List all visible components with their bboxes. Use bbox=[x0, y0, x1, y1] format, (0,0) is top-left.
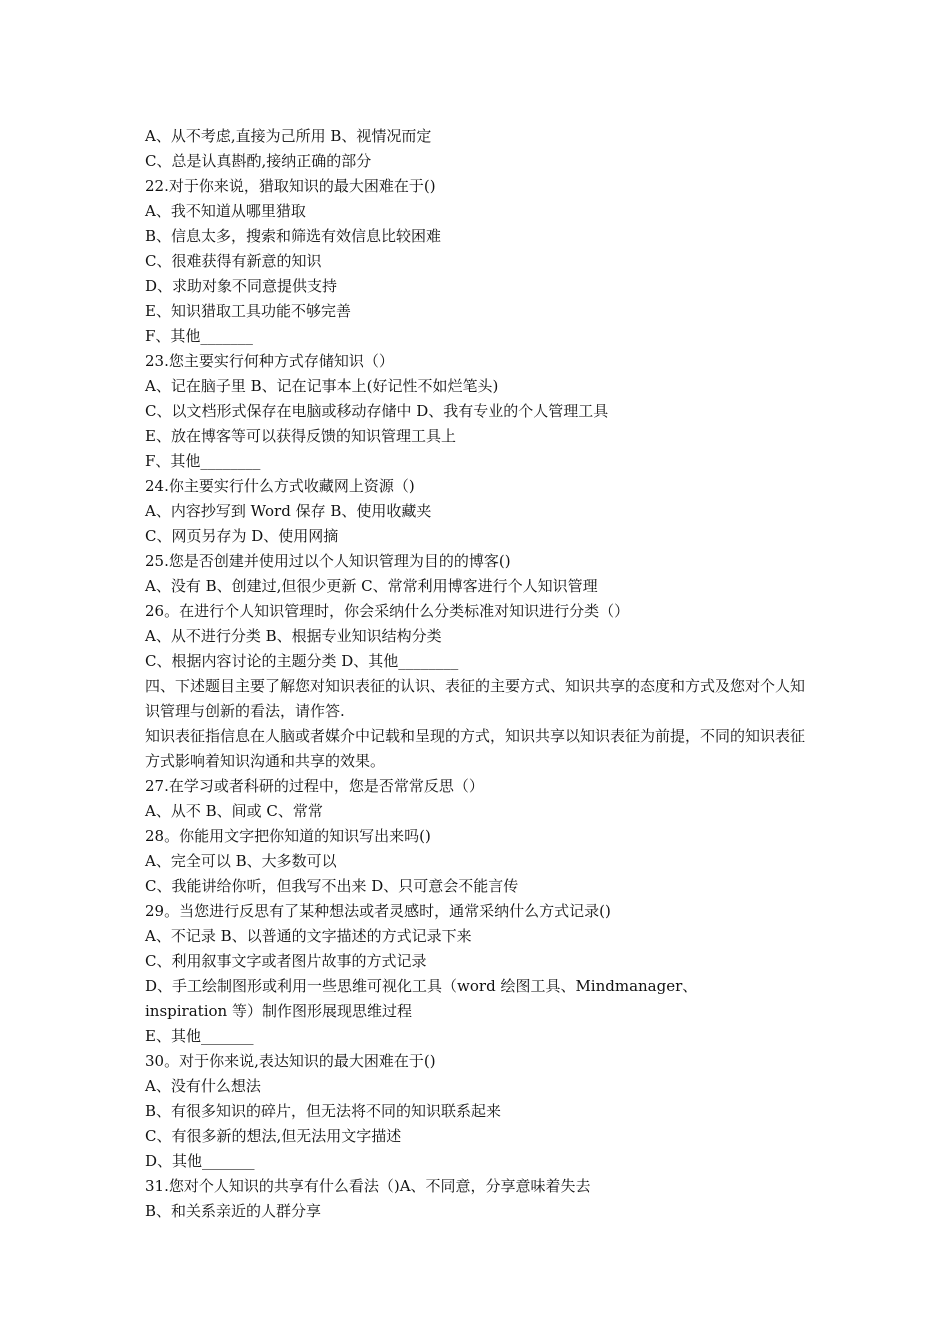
option-line: D、手工绘制图形或利用一些思维可视化工具（word 绘图工具、Mindmanager、 bbox=[145, 977, 698, 995]
option-line: F、其他________ bbox=[145, 452, 261, 470]
option-line: E、知识猎取工具功能不够完善 bbox=[145, 302, 351, 320]
option-line: A、不记录 B、以普通的文字描述的方式记录下来 bbox=[145, 927, 472, 945]
option-line: A、没有 B、创建过,但很少更新 C、常常利用博客进行个人知识管理 bbox=[145, 577, 598, 595]
option-line: A、没有什么想法 bbox=[145, 1077, 261, 1095]
option-line: A、从不进行分类 B、根据专业知识结构分类 bbox=[145, 627, 442, 645]
question-26: 26。在进行个人知识管理时，你会采纳什么分类标准对知识进行分类（） bbox=[145, 602, 630, 620]
option-line: C、利用叙事文字或者图片故事的方式记录 bbox=[145, 952, 427, 970]
option-line: C、以文档形式保存在电脑或移动存储中 D、我有专业的个人管理工具 bbox=[145, 402, 609, 420]
option-line: A、内容抄写到 Word 保存 B、使用收藏夹 bbox=[145, 502, 432, 520]
option-line: C、网页另存为 D、使用网摘 bbox=[145, 527, 339, 545]
question-22: 22.对于你来说，猎取知识的最大困难在于() bbox=[145, 177, 436, 195]
question-28: 28。你能用文字把你知道的知识写出来吗() bbox=[145, 827, 431, 845]
option-line: A、完全可以 B、大多数可以 bbox=[145, 852, 337, 870]
option-line: B、和关系亲近的人群分享 bbox=[145, 1202, 322, 1220]
option-line: B、信息太多，搜索和筛选有效信息比较困难 bbox=[145, 227, 442, 245]
question-29: 29。当您进行反思有了某种想法或者灵感时，通常采纳什么方式记录() bbox=[145, 902, 611, 920]
question-27: 27.在学习或者科研的过程中，您是否常常反思（） bbox=[145, 777, 484, 795]
question-25: 25.您是否创建并使用过以个人知识管理为目的的博客() bbox=[145, 552, 511, 570]
option-line: D、求助对象不同意提供支持 bbox=[145, 277, 338, 295]
option-line: B、有很多知识的碎片，但无法将不同的知识联系起来 bbox=[145, 1102, 502, 1120]
option-line: E、其他_______ bbox=[145, 1027, 254, 1045]
option-line: C、有很多新的想法,但无法用文字描述 bbox=[145, 1127, 402, 1145]
option-line: inspiration 等）制作图形展现思维过程 bbox=[145, 1002, 412, 1020]
section-heading: 四、下述题目主要了解您对知识表征的认识、表征的主要方式、知识共享的态度和方式及您对个人知识管理与创新的看法，请作答. bbox=[145, 677, 806, 720]
question-31: 31.您对个人知识的共享有什么看法（)A、不同意，分享意味着失去 bbox=[145, 1177, 591, 1195]
definition-paragraph: 知识表征指信息在人脑或者媒介中记载和呈现的方式，知识共享以知识表征为前提，不同的知识表征方式影响着知识沟通和共享的效果。 bbox=[145, 727, 806, 770]
document-body bbox=[145, 124, 810, 1224]
option-line: A、记在脑子里 B、记在记事本上(好记性不如烂笔头) bbox=[145, 377, 499, 395]
question-23: 23.您主要实行何种方式存储知识（） bbox=[145, 352, 394, 370]
option-line: A、从不 B、间或 C、常常 bbox=[145, 802, 323, 820]
option-line: A、我不知道从哪里猎取 bbox=[145, 202, 306, 220]
text-line: C、总是认真斟酌,接纳正确的部分 bbox=[145, 152, 372, 170]
option-line: C、很难获得有新意的知识 bbox=[145, 252, 322, 270]
text-line: A、从不考虑,直接为己所用 B、视情况而定 bbox=[145, 127, 432, 145]
option-line: C、我能讲给你听，但我写不出来 D、只可意会不能言传 bbox=[145, 877, 519, 895]
option-line: F、其他_______ bbox=[145, 327, 253, 345]
option-line: C、根据内容讨论的主题分类 D、其他________ bbox=[145, 652, 459, 670]
question-30: 30。对于你来说,表达知识的最大困难在于() bbox=[145, 1052, 436, 1070]
option-line: D、其他_______ bbox=[145, 1152, 255, 1170]
question-24: 24.你主要实行什么方式收藏网上资源（) bbox=[145, 477, 415, 495]
option-line: E、放在博客等可以获得反馈的知识管理工具上 bbox=[145, 427, 456, 445]
